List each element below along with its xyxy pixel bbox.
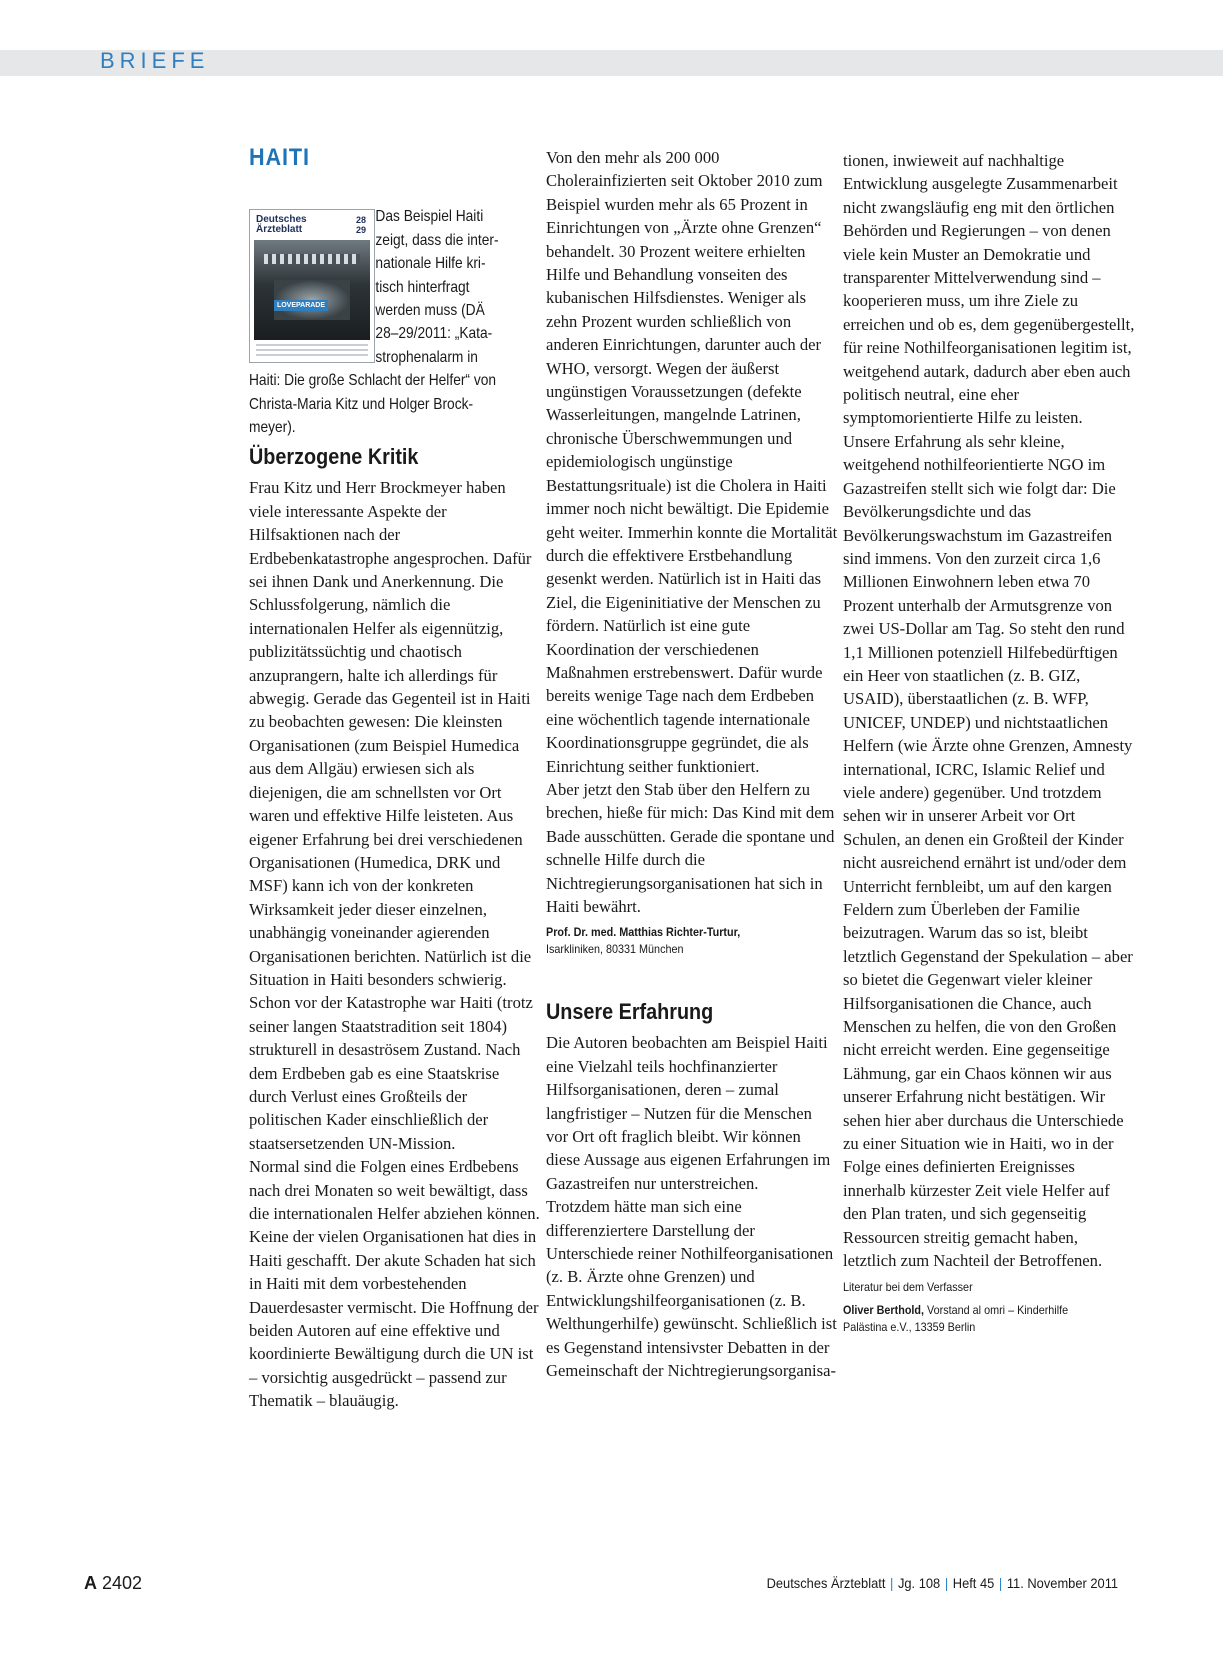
paragraph: Unsere Erfahrung als sehr kleine, weitgehend nothilfeorientierte NGO im Gazastreifen stellt sich wie folgt dar: Die Bevölkerungsdichte und das Bevölkerungswachstum im Gazastreifen sind immens. Von den zurzeit circa 1,6 Millionen Einwohnern leben etwa 70 Prozent unterhalb der Armutsgrenze von zwei US-Dollar am Tag. So steht den rund 1,1 Millionen potenziell Hilfebedürftigen ein Heer von staatlichen (z. B. GIZ, USAID), überstaatlichen (z. B. WFP, UNICEF, UNDEP) und nichtstaatlichen Helfern (wie Ärzte ohne Grenzen, Amnesty international, ICRC, Islamic Relief und viele andere) gegenüber. Und trotzdem sehen wir in unserer Arbeit vor Ort Schulen, an denen ein Großteil der Kinder nicht ausreichend ernährt ist und/oder dem Unterricht fernbleibt, um auf den kargen Feldern zum Überleben der Familie beizutragen. Warum das so ist, bleibt letztlich Gegenstand der Spekulation – aber so bietet die Gegenwart vieler kleiner Hilfsorganisationen die Chance, auch Menschen zu helfen, die von den Großen nicht erreicht werden. Eine gegenseitige Lähmung, gar ein Chaos können wir aus unserer Erfahrung nicht bestätigen. Wir sehen hier aber durchaus die Unterschiede zu einer Situation wie in Haiti, wo in der Folge eines definierten Ereignisses innerhalb kürzester Zeit viele Helfer auf den Plan traten, und sich gegenseitig Ressourcen streitig gemacht haben, letztlich zum Nachteil der Betroffenen.: [843, 431, 1133, 1271]
paragraph: Frau Kitz und Herr Brockmeyer haben viele interessante Aspekte der Hilfsaktionen nach der Erdbebenkatastrophe angesprochen. Dafür sei ihnen Dank und Anerkennung. Die Schlussfolgerung, nämlich die internationalen Helfer als eigennützig, publizitätssüchtig und chaotisch anzuprangern, halte ich allerdings für abwegig. Gerade das Gegenteil ist in Haiti zu beobachten gewesen: Die kleinsten Organisationen (zum Beispiel Humedica aus dem Allgäu) erwiesen sich als diejenigen, die am schnellsten vor Ort waren und effektive Hilfe leisteten. Aus eigener Erfahrung bei drei verschiedenen Organisationen (Humedica, DRK und MSF) kann ich von der konkreten Wirksamkeit jeder dieser einzelnen, unabhängig voneinander agierenden Organisationen berichten. Natürlich ist die Situation in Haiti besonders schwierig. Schon vor der Katastrophe war Haiti (trotz seiner langen Staatstradition seit 1804) strukturell in desaströsem Zustand. Nach dem Erdbeben gab es eine Staatskrise durch Verlust eines Großteils der politischen Kader einschließlich der staatsersetzenden UN-Mission.: [249, 478, 533, 1153]
cover-title: Deutsches Ärzteblatt: [256, 214, 307, 236]
letter-heading: Überzogene Kritik: [249, 444, 419, 470]
column-3: [843, 149, 1135, 1336]
page-number: A 2402: [84, 1573, 143, 1593]
letter-heading: Unsere Erfahrung: [546, 999, 714, 1025]
journal-date: 11. November 2011: [1006, 1575, 1118, 1591]
paragraph: Normal sind die Folgen eines Erdbebens nach drei Monaten so weit bewältigt, dass die internationalen Helfer abziehen können. Keine der vielen Organisationen hat dies in Haiti geschafft. Der akute Schaden hat sich in Haiti mit dem vorbestehenden Dauerdesaster vermischt. Die Hoffnung der beiden Autoren auf eine effektive und koordinierte Bewältigung durch die UN ist – vorsichtig ausgedrückt – passend zur Thematik – blauäugig.: [249, 1157, 540, 1411]
journal-volume: Jg. 108: [897, 1575, 941, 1591]
topic-heading: HAITI: [249, 144, 310, 171]
journal-issue: Heft 45: [952, 1575, 995, 1591]
paragraph: tionen, inwieweit auf nachhaltige Entwicklung ausgelegte Zusammenarbeit nicht zwangsläufig eng mit den örtlichen Behörden und Regierungen – von denen viele kein Muster an Demokratie und transparenter Mittelverwendung sind – kooperieren muss, um ihre Ziele zu erreichen und ob es, dem gegenübergestellt, für reine Nothilfeorganisationen legitim ist, weitgehend autark, dadurch aber eben auch politisch neutral, eine eher symptomorientierte Hilfe zu leisten.: [843, 151, 1135, 428]
column-1: [249, 146, 541, 1413]
author-affiliation: Palästina e.V., 13359 Berlin: [843, 1319, 976, 1334]
paragraph: Aber jetzt den Stab über den Helfern zu brechen, hieße für mich: Das Kind mit dem Bade ausschütten. Gerade die spontane und schnelle Hilfe durch die Nichtregierungsorganisationen hat sich in Haiti bewährt.: [546, 779, 835, 916]
intro-block: [249, 175, 541, 443]
letter-author: [546, 924, 834, 958]
column-2: [546, 146, 838, 1383]
paragraph: Trotzdem hätte man sich eine differenziertere Darstellung der Unterschiede reiner Nothilfeorganisationen (z. B. Ärzte ohne Grenzen) und Entwicklungshilfeorganisationen (z. B. Welthungerhilfe) gewünscht. Schließlich ist es Gegenstand intensivster Debatten in der Gemeinschaft der Nichtregierungsorganisa-: [546, 1197, 837, 1381]
section-label: BRIEFE: [100, 48, 210, 73]
journal-info: Deutsches Ärzteblatt | Jg. 108 | Heft 45 | 11. November 2011: [766, 1575, 1118, 1591]
author-affiliation: Isarkliniken, 80331 München: [546, 942, 684, 957]
cover-badge: LOVEPARADE: [274, 300, 328, 311]
author-name: Oliver Berthold,: [843, 1302, 925, 1317]
author-name: Prof. Dr. med. Matthias Richter-Turtur,: [546, 925, 741, 940]
journal-name: Deutsches Ärzteblatt: [766, 1575, 886, 1591]
paragraph: Von den mehr als 200 000 Cholerainfizierten seit Oktober 2010 zum Beispiel wurden mehr als 65 Prozent in Einrichtungen von „Ärzte ohne Grenzen“ behandelt. 30 Prozent weitere erhielten Hilfe und Behandlung vonseiten des kubanischen Hilfsdienstes. Weniger als zehn Prozent wurden schließlich von anderen Einrichtungen, darunter auch der WHO, versorgt. Wegen der äußerst ungünstigen Voraussetzungen (defekte Wasserleitungen, mangelnde Latrinen, chronische Überschwemmungen und epidemiologisch ungünstige Bestattungsrituale) ist die Cholera in Haiti immer noch nicht bewältigt. Die Epidemie geht weiter. Immerhin konnte die Mortalität durch die effektivere Erstbehandlung gesenkt werden. Natürlich ist in Haiti das Ziel, die Eigeninitiative der Menschen zu fördern. Natürlich ist eine gute Koordination der verschiedenen Maßnahmen erstrebenswert. Dafür wurde bereits wenige Tage nach dem Erdbeben eine wöchentlich tagende internationale Koordinationsgruppe gegründet, die als Einrichtung seither funktioniert.: [546, 148, 838, 776]
cover-issue: 28 29: [355, 215, 366, 236]
letter-author: [843, 1302, 1131, 1336]
paragraph: Die Autoren beobachten am Beispiel Haiti eine Vielzahl teils hochfinanzierter Hilfsorganisationen, deren – zumal langfristiger – Nutzen für die Menschen vor Ort oft fraglich bleibt. Wir können diese Aussage aus eigenen Erfahrungen im Gazastreifen nur unterstreichen.: [546, 1033, 831, 1193]
literature-note: Literatur bei dem Verfasser: [843, 1279, 973, 1294]
intro-text: Das Beispiel Haiti zeigt, dass die inter- nationale Hilfe kri- tisch hinterfragt werden muss (DÄ 28–29/2011: „Kata- strophenalarm in Haiti: Die große Schlacht der Helfer“ von Christa-Maria Kitz und Holger Brock- meyer).: [249, 208, 499, 437]
author-role: Vorstand al omri – Kinderhilfe: [927, 1302, 1069, 1317]
